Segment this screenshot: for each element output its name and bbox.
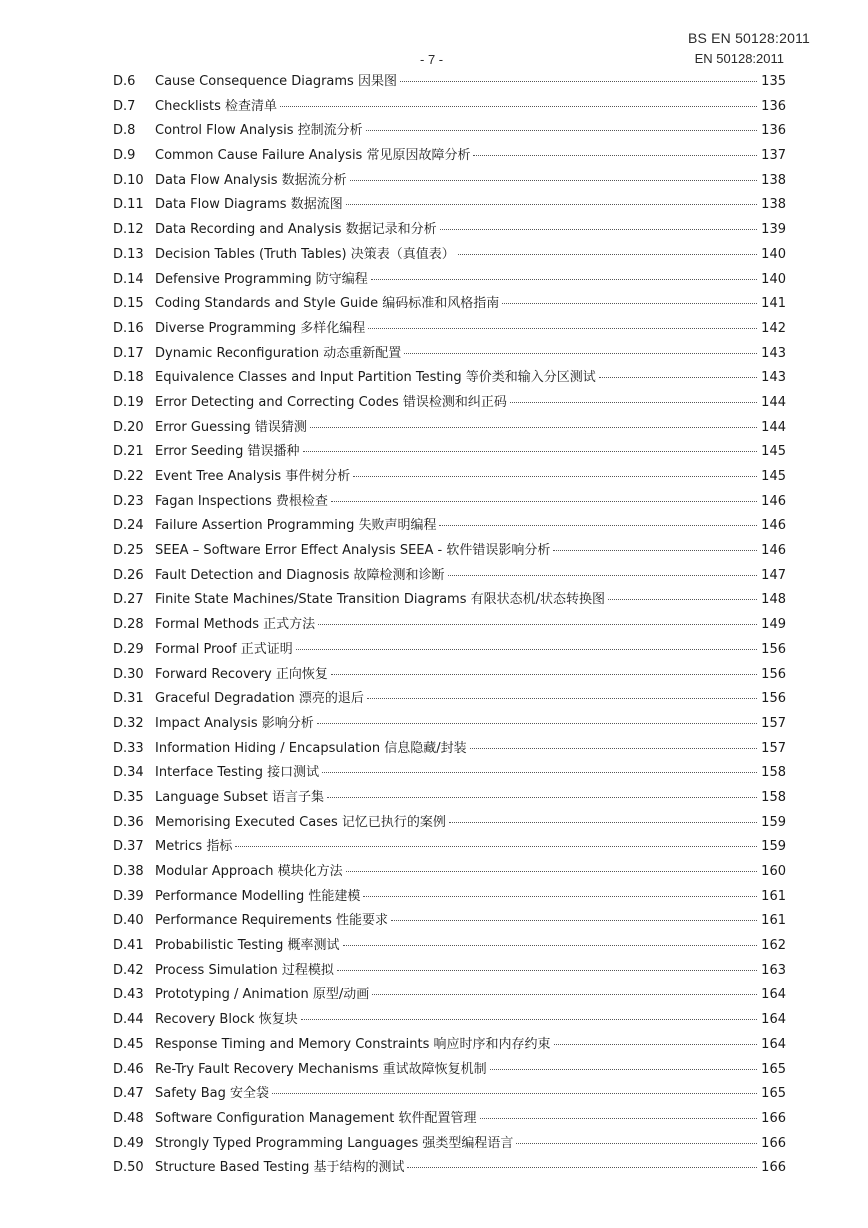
- toc-entry-number: D.33: [113, 740, 144, 756]
- toc-entry-number: D.14: [113, 271, 144, 287]
- toc-entry-page: 163: [761, 962, 786, 978]
- toc-entry[interactable]: [113, 1058, 786, 1083]
- toc-entry-page: 165: [761, 1086, 786, 1102]
- toc-entry[interactable]: [113, 292, 786, 317]
- toc-entry[interactable]: [113, 588, 786, 613]
- dot-leader: [366, 121, 757, 131]
- dot-leader: [407, 1158, 757, 1168]
- toc-entry-title: Language Subset 语言子集: [155, 789, 325, 805]
- toc-entry-number: D.42: [113, 962, 144, 978]
- dot-leader: [272, 1084, 757, 1094]
- dot-leader: [400, 72, 757, 82]
- dot-leader: [371, 270, 757, 280]
- toc-entry-number: D.23: [113, 493, 144, 509]
- toc-entry[interactable]: [113, 1008, 786, 1033]
- toc-entry-number: D.39: [113, 888, 144, 904]
- toc-entry-page: 164: [761, 1036, 786, 1052]
- toc-entry-page: 143: [761, 345, 786, 361]
- toc-entry-number: D.27: [113, 592, 144, 608]
- toc-entry-title: Re-Try Fault Recovery Mechanisms 重试故障恢复机制: [155, 1061, 487, 1077]
- toc-entry[interactable]: [113, 465, 786, 490]
- toc-entry[interactable]: [113, 909, 786, 934]
- toc-entry-number: D.19: [113, 394, 144, 410]
- toc-entry-title: Data Recording and Analysis 数据记录和分析: [155, 222, 437, 238]
- toc-entry[interactable]: [113, 761, 786, 786]
- toc-entry-page: 146: [761, 543, 786, 559]
- toc-entry-title: Response Timing and Memory Constraints 响应时序和内存约束: [155, 1036, 551, 1052]
- toc-entry-page: 164: [761, 987, 786, 1003]
- toc-entry-page: 145: [761, 469, 786, 484]
- toc-entry-page: 147: [761, 567, 786, 583]
- dot-leader: [317, 714, 757, 724]
- toc-entry-page: 148: [761, 592, 786, 608]
- toc-entry-title: Modular Approach 模块化方法: [155, 864, 343, 879]
- toc-entry-number: D.6: [113, 74, 136, 89]
- dot-leader: [363, 887, 757, 897]
- toc-entry[interactable]: [113, 835, 786, 860]
- dot-leader: [367, 689, 757, 699]
- toc-entry-title: Prototyping / Animation 原型/动画: [155, 987, 370, 1003]
- dot-leader: [353, 467, 757, 477]
- toc-entry-page: 137: [761, 148, 786, 164]
- dot-leader: [296, 640, 757, 650]
- toc-entry-page: 140: [761, 246, 786, 262]
- toc-entry-page: 156: [761, 691, 786, 707]
- toc-entry-title: Memorising Executed Cases 记忆已执行的案例: [155, 814, 446, 830]
- toc-entry[interactable]: [113, 342, 786, 367]
- toc-entry-page: 136: [761, 98, 786, 114]
- dot-leader: [331, 492, 757, 502]
- toc-entry-title: Information Hiding / Encapsulation 信息隐藏/封装: [155, 740, 467, 756]
- toc-entry-page: 157: [761, 740, 786, 756]
- toc-entry-page: 159: [761, 839, 786, 855]
- dot-leader: [608, 590, 757, 600]
- toc-entry[interactable]: [113, 169, 786, 194]
- dot-leader: [458, 245, 757, 255]
- toc-entry-title: Failure Assertion Programming 失败声明编程: [155, 518, 437, 534]
- toc-entry[interactable]: [113, 1156, 786, 1181]
- toc-entry-title: SEEA – Software Error Effect Analysis SEEA - 软件错误影响分析: [155, 543, 551, 559]
- toc-entry-number: D.21: [113, 444, 144, 460]
- dot-leader: [343, 936, 757, 946]
- toc-entry-number: D.9: [113, 148, 136, 164]
- toc-entry-title: Interface Testing 接口测试: [155, 765, 320, 781]
- toc-entry-number: D.18: [113, 370, 144, 386]
- toc-entry-page: 139: [761, 222, 786, 238]
- toc-entry[interactable]: [113, 416, 786, 441]
- page-number: - 7 -: [420, 52, 444, 67]
- toc-entry-number: D.36: [113, 814, 144, 830]
- toc-entry-page: 145: [761, 444, 786, 460]
- toc-entry-page: 156: [761, 666, 786, 682]
- table-of-contents: [113, 70, 786, 1181]
- toc-entry-number: D.44: [113, 1012, 144, 1028]
- toc-entry-title: Event Tree Analysis 事件树分析: [155, 469, 351, 484]
- toc-entry[interactable]: [113, 1082, 786, 1107]
- dot-leader: [368, 319, 757, 329]
- dot-leader: [553, 541, 757, 551]
- toc-entry-number: D.16: [113, 320, 144, 336]
- toc-entry-number: D.15: [113, 296, 144, 312]
- toc-entry-title: Fault Detection and Diagnosis 故障检测和诊断: [155, 567, 445, 583]
- toc-entry-title: Graceful Degradation 漂亮的退后: [155, 691, 364, 707]
- toc-entry[interactable]: [113, 218, 786, 243]
- toc-entry-number: D.50: [113, 1160, 144, 1176]
- dot-leader: [449, 813, 757, 823]
- toc-entry[interactable]: [113, 193, 786, 218]
- toc-entry[interactable]: [113, 1132, 786, 1157]
- dot-leader: [327, 788, 757, 798]
- toc-entry-page: 140: [761, 271, 786, 287]
- toc-entry-title: Error Guessing 错误猜测: [155, 419, 307, 435]
- toc-entry-number: D.22: [113, 469, 144, 484]
- toc-entry-title: Metrics 指标: [155, 839, 233, 855]
- toc-entry-title: Process Simulation 过程模拟: [155, 962, 334, 978]
- toc-entry[interactable]: [113, 514, 786, 539]
- toc-entry-page: 158: [761, 765, 786, 781]
- toc-entry[interactable]: [113, 1107, 786, 1132]
- toc-entry[interactable]: [113, 860, 786, 885]
- toc-entry[interactable]: [113, 391, 786, 416]
- toc-entry-number: D.32: [113, 715, 144, 731]
- toc-entry-title: Recovery Block 恢复块: [155, 1012, 298, 1028]
- toc-entry[interactable]: [113, 613, 786, 638]
- toc-entry-page: 144: [761, 419, 786, 435]
- dot-leader: [599, 368, 757, 378]
- dot-leader: [235, 837, 757, 847]
- toc-entry-number: D.35: [113, 789, 144, 805]
- dot-leader: [350, 171, 757, 181]
- toc-entry-number: D.12: [113, 222, 144, 238]
- toc-entry-number: D.10: [113, 172, 144, 188]
- toc-entry[interactable]: [113, 366, 786, 391]
- toc-entry[interactable]: [113, 737, 786, 762]
- dot-leader: [554, 1035, 757, 1045]
- toc-entry-title: Decision Tables (Truth Tables) 决策表（真值表）: [155, 246, 455, 262]
- dot-leader: [470, 739, 757, 749]
- toc-entry[interactable]: [113, 687, 786, 712]
- toc-entry-title: Data Flow Analysis 数据流分析: [155, 172, 347, 188]
- toc-entry-title: Cause Consequence Diagrams 因果图: [155, 74, 397, 89]
- toc-entry-page: 158: [761, 789, 786, 805]
- toc-entry-page: 142: [761, 320, 786, 336]
- toc-entry-number: D.43: [113, 987, 144, 1003]
- toc-entry-title: Software Configuration Management 软件配置管理: [155, 1110, 477, 1126]
- dot-leader: [318, 615, 757, 625]
- toc-entry-title: Dynamic Reconfiguration 动态重新配置: [155, 345, 402, 361]
- toc-entry-title: Diverse Programming 多样化编程: [155, 320, 366, 336]
- toc-entry-title: Coding Standards and Style Guide 编码标准和风格指南: [155, 296, 500, 312]
- toc-entry-page: 149: [761, 617, 786, 633]
- toc-entry-title: Defensive Programming 防守编程: [155, 271, 368, 287]
- toc-entry[interactable]: [113, 712, 786, 737]
- toc-entry[interactable]: [113, 490, 786, 515]
- dot-leader: [439, 516, 757, 526]
- toc-entry-title: Formal Methods 正式方法: [155, 617, 316, 633]
- dot-leader: [480, 1109, 757, 1119]
- toc-entry[interactable]: [113, 440, 786, 465]
- toc-entry-number: D.38: [113, 864, 144, 879]
- dot-leader: [440, 220, 757, 230]
- dot-leader: [473, 146, 757, 156]
- toc-entry-title: Safety Bag 安全袋: [155, 1086, 269, 1102]
- standard-designation-en: EN 50128:2011: [694, 51, 784, 66]
- toc-entry-number: D.11: [113, 197, 144, 213]
- toc-entry[interactable]: [113, 959, 786, 984]
- toc-entry-page: 166: [761, 1160, 786, 1176]
- toc-entry-title: Fagan Inspections 费根检查: [155, 493, 328, 509]
- toc-entry[interactable]: [113, 934, 786, 959]
- toc-entry[interactable]: [113, 70, 786, 95]
- toc-entry-page: 146: [761, 518, 786, 534]
- toc-entry-page: 164: [761, 1012, 786, 1028]
- toc-entry[interactable]: [113, 95, 786, 120]
- toc-entry-page: 135: [761, 74, 786, 89]
- dot-leader: [448, 566, 757, 576]
- toc-entry-number: D.49: [113, 1135, 144, 1151]
- toc-entry-number: D.7: [113, 98, 136, 114]
- dot-leader: [303, 442, 757, 452]
- toc-entry-number: D.41: [113, 938, 144, 954]
- toc-entry-title: Performance Requirements 性能要求: [155, 913, 389, 929]
- toc-entry-page: 162: [761, 938, 786, 954]
- toc-entry-title: Forward Recovery 正向恢复: [155, 666, 328, 682]
- toc-entry[interactable]: [113, 1033, 786, 1058]
- toc-entry-title: Impact Analysis 影响分析: [155, 715, 314, 731]
- toc-entry[interactable]: [113, 317, 786, 342]
- toc-entry-title: Control Flow Analysis 控制流分析: [155, 123, 363, 139]
- dot-leader: [490, 1060, 757, 1070]
- toc-entry-number: D.26: [113, 567, 144, 583]
- toc-entry-page: 166: [761, 1135, 786, 1151]
- dot-leader: [516, 1134, 757, 1144]
- toc-entry-title: Finite State Machines/State Transition Diagrams 有限状态机/状态转换图: [155, 592, 605, 608]
- dot-leader: [346, 195, 757, 205]
- toc-entry-page: 138: [761, 172, 786, 188]
- dot-leader: [322, 763, 757, 773]
- toc-entry-number: D.40: [113, 913, 144, 929]
- toc-entry[interactable]: [113, 638, 786, 663]
- toc-entry[interactable]: [113, 663, 786, 688]
- dot-leader: [404, 344, 757, 354]
- toc-entry-page: 161: [761, 913, 786, 929]
- toc-entry-number: D.46: [113, 1061, 144, 1077]
- toc-entry-number: D.29: [113, 641, 144, 657]
- toc-entry-title: Strongly Typed Programming Languages 强类型编程语言: [155, 1135, 514, 1151]
- toc-entry[interactable]: [113, 983, 786, 1008]
- toc-entry[interactable]: [113, 786, 786, 811]
- toc-entry-page: 146: [761, 493, 786, 509]
- toc-entry-number: D.20: [113, 419, 144, 435]
- dot-leader: [331, 665, 757, 675]
- toc-entry-page: 165: [761, 1061, 786, 1077]
- dot-leader: [337, 961, 757, 971]
- toc-entry-page: 166: [761, 1110, 786, 1126]
- toc-entry[interactable]: [113, 119, 786, 144]
- toc-entry-number: D.24: [113, 518, 144, 534]
- toc-entry-number: D.48: [113, 1110, 144, 1126]
- toc-entry-page: 141: [761, 296, 786, 312]
- toc-entry-number: D.17: [113, 345, 144, 361]
- toc-entry-number: D.28: [113, 617, 144, 633]
- toc-entry-number: D.34: [113, 765, 144, 781]
- dot-leader: [510, 393, 757, 403]
- toc-entry[interactable]: [113, 243, 786, 268]
- toc-entry-title: Checklists 检查清单: [155, 98, 277, 114]
- toc-entry-page: 138: [761, 197, 786, 213]
- toc-entry-title: Error Seeding 错误播种: [155, 444, 300, 460]
- dot-leader: [280, 97, 757, 107]
- toc-entry-page: 156: [761, 641, 786, 657]
- toc-entry-number: D.31: [113, 691, 144, 707]
- toc-entry[interactable]: [113, 885, 786, 910]
- toc-entry-title: Probabilistic Testing 概率测试: [155, 938, 340, 954]
- toc-entry-page: 160: [761, 864, 786, 879]
- toc-entry-page: 161: [761, 888, 786, 904]
- toc-entry-title: Equivalence Classes and Input Partition Testing 等价类和输入分区测试: [155, 370, 596, 386]
- toc-entry[interactable]: [113, 144, 786, 169]
- dot-leader: [502, 294, 757, 304]
- toc-entry-number: D.37: [113, 839, 144, 855]
- toc-entry-number: D.8: [113, 123, 136, 139]
- toc-entry-title: Data Flow Diagrams 数据流图: [155, 197, 343, 213]
- dot-leader: [346, 862, 757, 872]
- toc-entry-number: D.30: [113, 666, 144, 682]
- toc-entry-page: 159: [761, 814, 786, 830]
- dot-leader: [301, 1010, 757, 1020]
- toc-entry-page: 136: [761, 123, 786, 139]
- standard-designation-bs: BS EN 50128:2011: [687, 30, 810, 46]
- toc-entry[interactable]: [113, 811, 786, 836]
- toc-entry-page: 143: [761, 370, 786, 386]
- toc-entry[interactable]: [113, 539, 786, 564]
- toc-entry-number: D.45: [113, 1036, 144, 1052]
- toc-entry-title: Performance Modelling 性能建模: [155, 888, 361, 904]
- toc-entry-page: 144: [761, 394, 786, 410]
- toc-entry[interactable]: [113, 564, 786, 589]
- dot-leader: [372, 985, 757, 995]
- toc-entry-number: D.47: [113, 1086, 144, 1102]
- toc-entry-number: D.25: [113, 543, 144, 559]
- dot-leader: [310, 418, 757, 428]
- toc-entry-page: 157: [761, 715, 786, 731]
- toc-entry-number: D.13: [113, 246, 144, 262]
- toc-entry[interactable]: [113, 268, 786, 293]
- toc-entry-title: Structure Based Testing 基于结构的测试: [155, 1160, 405, 1176]
- toc-entry-title: Common Cause Failure Analysis 常见原因故障分析: [155, 148, 471, 164]
- toc-entry-title: Formal Proof 正式证明: [155, 641, 293, 657]
- toc-entry-title: Error Detecting and Correcting Codes 错误检测和纠正码: [155, 394, 507, 410]
- dot-leader: [391, 911, 757, 921]
